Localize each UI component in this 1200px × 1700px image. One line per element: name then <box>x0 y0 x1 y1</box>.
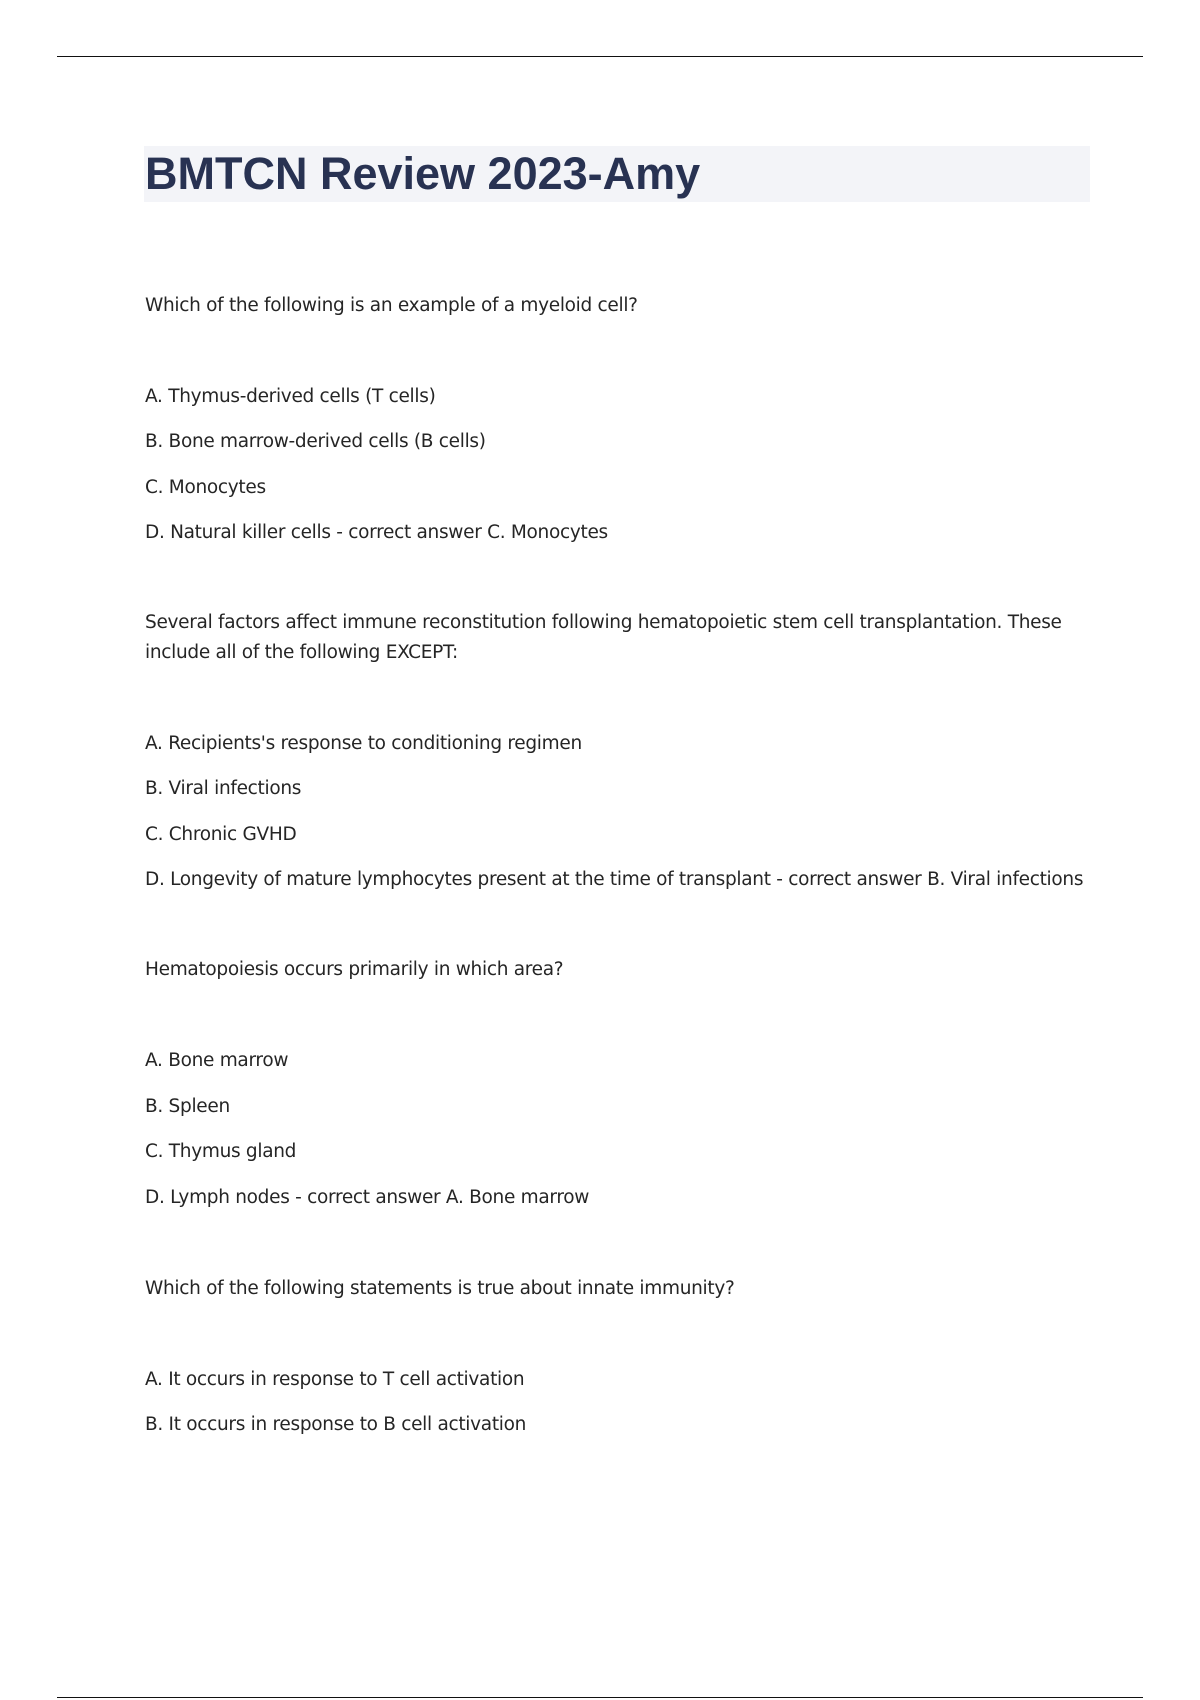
question-3-option-a: A. Bone marrow <box>145 1050 289 1071</box>
question-4-option-b: B. It occurs in response to B cell activation <box>145 1414 527 1435</box>
question-2-text-line-2: include all of the following EXCEPT: <box>145 642 458 663</box>
question-2-option-d: D. Longevity of mature lymphocytes present at the time of transplant - correct answer B. Viral infections <box>145 869 1084 890</box>
question-2-option-c: C. Chronic GVHD <box>145 824 297 845</box>
question-1-option-b: B. Bone marrow-derived cells (B cells) <box>145 431 486 452</box>
top-rule <box>57 56 1143 57</box>
question-3-option-d: D. Lymph nodes - correct answer A. Bone marrow <box>145 1187 590 1208</box>
document-title: BMTCN Review 2023-Amy <box>145 148 701 199</box>
question-3-option-c: C. Thymus gland <box>145 1141 297 1162</box>
question-3-option-b: B. Spleen <box>145 1096 230 1117</box>
question-2-option-a: A. Recipients's response to conditioning regimen <box>145 733 582 754</box>
question-1-option-a: A. Thymus-derived cells (T cells) <box>145 386 436 407</box>
question-1-text: Which of the following is an example of a myeloid cell? <box>145 295 638 316</box>
question-4-option-a: A. It occurs in response to T cell activation <box>145 1369 525 1390</box>
bottom-rule <box>57 1697 1143 1698</box>
question-2-text-line-1: Several factors affect immune reconstitution following hematopoietic stem cell transplantation. These <box>145 612 1062 633</box>
question-1-option-d: D. Natural killer cells - correct answer C. Monocytes <box>145 522 608 543</box>
question-3-text: Hematopoiesis occurs primarily in which area? <box>145 959 564 980</box>
question-1-option-c: C. Monocytes <box>145 477 266 498</box>
question-2-option-b: B. Viral infections <box>145 778 302 799</box>
question-4-text: Which of the following statements is true about innate immunity? <box>145 1278 735 1299</box>
